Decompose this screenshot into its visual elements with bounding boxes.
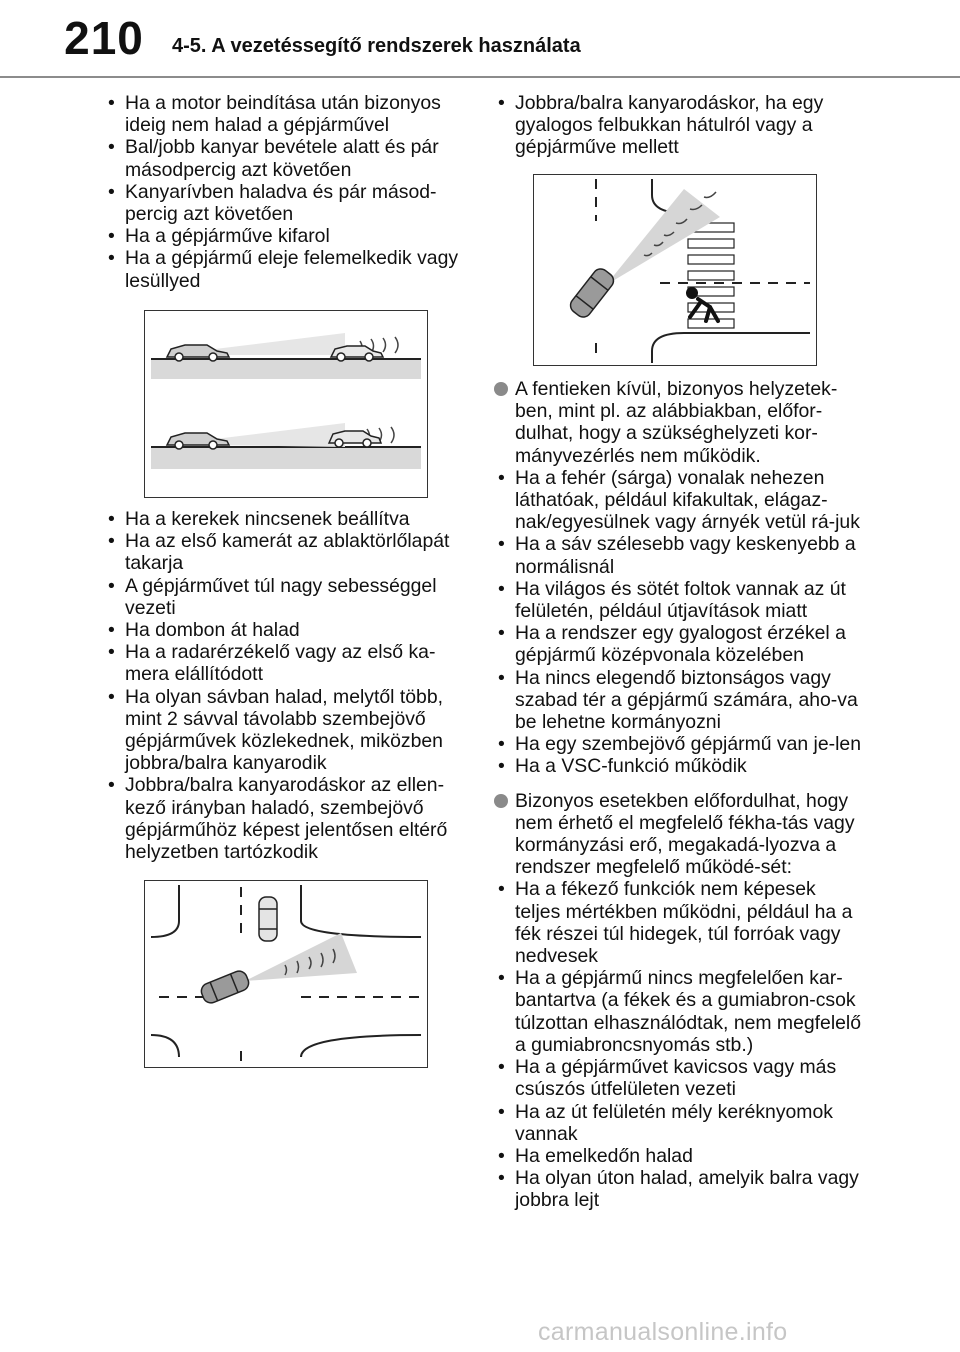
list-item: • Ha az első kamerát az ablaktörlőlapát takarja: [104, 530, 476, 574]
list-item: • Ha egy szembejövő gépjármű van je-len: [494, 733, 866, 755]
list-item: • Ha a gépjárművet kavicsos vagy más csúszós útfelületen vezeti: [494, 1056, 866, 1100]
right-column-top: [494, 92, 866, 159]
list-item: • Kanyarívben haladva és pár másod-percig azt követően: [104, 181, 476, 225]
watermark: carmanualsonline.info: [538, 1318, 788, 1346]
figure-crosswalk-pedestrian: [533, 174, 817, 366]
left-column-middle: [104, 508, 476, 863]
circle-bullet-icon: [494, 382, 508, 396]
right-list-1: [494, 92, 866, 159]
note-paragraph-2: Bizonyos esetekben előfordulhat, hogy nem érhető el megfelelő fékha-tás vagy kormányzási erő, megakadá-lyozva a rendszer megfelelő működé-sét:: [494, 790, 866, 879]
car-icon: [199, 969, 251, 1006]
page-header: [0, 0, 960, 78]
list-item: • Ha a gépjármű nincs megfelelően kar-bantartva (a fékek és a gumiabron-csok túlzottan elhasználódtak, nem megfelelő a gumiabroncsnyomás stb.): [494, 967, 866, 1056]
list-item: • Ha a VSC-funkció működik: [494, 755, 866, 777]
car-icon: [567, 266, 616, 321]
right-list-3: [494, 878, 866, 1211]
list-item: • Ha a radarérzékelő vagy az első ka-mera elállítódott: [104, 641, 476, 685]
figure-radar-straight-road: [144, 310, 428, 498]
car-icon: [259, 897, 277, 941]
circle-bullet-icon: [494, 794, 508, 808]
left-column-top: [104, 92, 476, 292]
list-item: • Ha a sáv szélesebb vagy keskenyebb a normálisnál: [494, 533, 866, 577]
list-item: • Ha emelkedőn halad: [494, 1145, 866, 1167]
note-paragraph-1: A fentieken kívül, bizonyos helyzetek-ben, mint pl. az alábbiakban, előfor-dulhat, hogy a szükséghelyzeti kor-mányvezérlés nem működik.: [494, 378, 866, 467]
list-item: • A gépjárművet túl nagy sebességgel vezeti: [104, 575, 476, 619]
list-item: • Ha olyan sávban halad, melytől több, mint 2 sávval távolabb szembejövő gépjárművek közlekednek, miközben jobbra/balra kanyarodik: [104, 686, 476, 775]
page-number: 210: [60, 8, 148, 68]
list-item: • Ha a fékező funkciók nem képesek teljes mértékben működni, például ha a fék részei túl hidegek, túl forróak vagy nedvesek: [494, 878, 866, 967]
list-item: • Jobbra/balra kanyarodáskor, ha egy gyalogos felbukkan hátulról vagy a gépjárműve mellett: [494, 92, 866, 159]
left-list-2: [104, 508, 476, 863]
list-item: • Ha olyan úton halad, amelyik balra vagy jobbra lejt: [494, 1167, 866, 1211]
list-item: • Bal/jobb kanyar bevétele alatt és pár másodpercig azt követően: [104, 136, 476, 180]
header-rule: [0, 76, 960, 78]
list-item: • Ha a motor beindítása után bizonyos ideig nem halad a gépjárművel: [104, 92, 476, 136]
list-item: • Ha az út felületén mély keréknyomok vannak: [494, 1101, 866, 1145]
section-title: 4-5. A vezetéssegítő rendszerek használata: [172, 35, 581, 57]
list-item: • Ha a gépjármű eleje felemelkedik vagy lesüllyed: [104, 247, 476, 291]
list-item: • Jobbra/balra kanyarodáskor az ellen-kező irányban haladó, szembejövő gépjárműhöz képest jelentősen eltérő helyzetben tartózkodik: [104, 774, 476, 863]
list-item: • Ha világos és sötét foltok vannak az út felületén, például útjavítások miatt: [494, 578, 866, 622]
list-item: • Ha a rendszer egy gyalogost érzékel a gépjármű középvonala közelében: [494, 622, 866, 666]
list-item: • Ha a fehér (sárga) vonalak nehezen láthatóak, például kifakultak, elágaz-nak/egyesülnek vagy árnyék vetül rá-juk: [494, 467, 866, 534]
list-item: • Ha a gépjárműve kifarol: [104, 225, 476, 247]
list-item: • Ha a kerekek nincsenek beállítva: [104, 508, 476, 530]
left-list-1: [104, 92, 476, 292]
figure-intersection-oncoming: [144, 880, 428, 1068]
list-item: • Ha dombon át halad: [104, 619, 476, 641]
list-item: • Ha nincs elegendő biztonságos vagy szabad tér a gépjármű számára, aho-va be lehetne kormányozni: [494, 667, 866, 734]
car-icon: [329, 431, 381, 447]
right-column-body: [494, 378, 866, 1212]
right-list-2: [494, 467, 866, 778]
